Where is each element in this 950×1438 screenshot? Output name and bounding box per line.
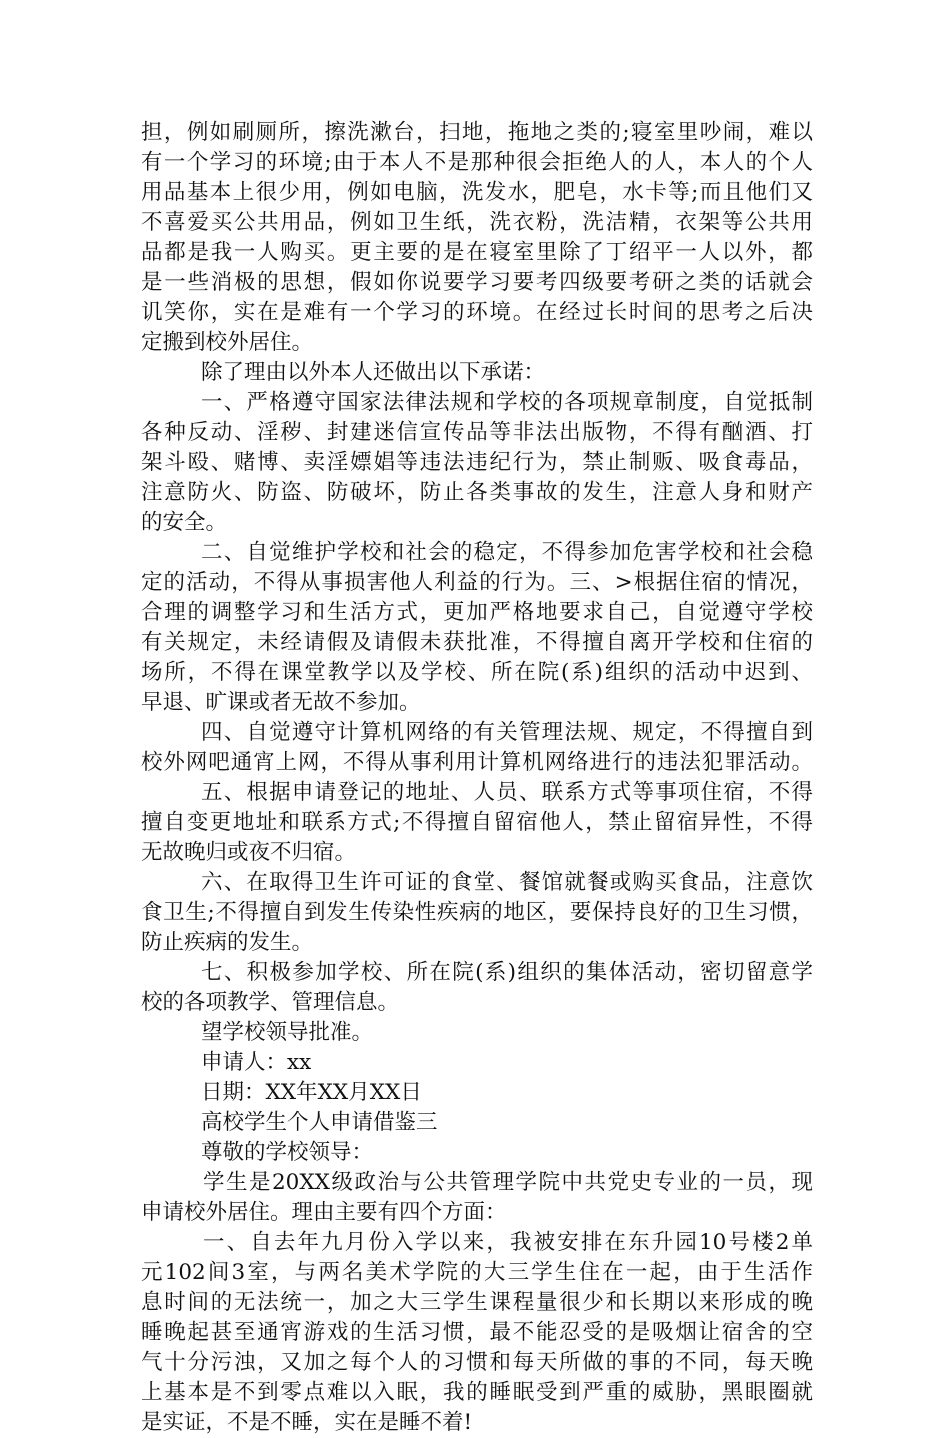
- text-line: 申请人：xx: [201, 1050, 312, 1075]
- text-line: 一、自去年九月份入学以来，我被安排在东升园10号楼2单: [203, 1230, 813, 1255]
- section-heading: 高校学生个人申请借鉴三: [201, 1110, 438, 1135]
- text-line: 有关规定，未经请假及请假未获批准，不得擅自离开学校和住宿的: [141, 630, 813, 655]
- text-line: 元102间3室，与两名美术学院的大三学生住在一起，由于生活作: [141, 1260, 813, 1285]
- text-line: 睡晚起甚至通宵游戏的生活习惯，最不能忍受的是吸烟让宿舍的空: [141, 1320, 813, 1345]
- text-line: 校的各项教学、管理信息。: [141, 990, 400, 1015]
- text-line: 有一个学习的环境;由于本人不是那种很会拒绝人的人，本人的个人: [141, 150, 813, 175]
- text-line: 担，例如刷厕所，擦洗漱台，扫地，拖地之类的;寝室里吵闹，难以: [141, 120, 813, 145]
- text-line: 防止疾病的发生。: [141, 930, 314, 955]
- text-line: 学生是20XX级政治与公共管理学院中共党史专业的一员，现: [203, 1170, 813, 1195]
- text-line: 气十分污浊，又加之每个人的习惯和每天所做的事的不同，每天晚: [141, 1350, 813, 1375]
- text-line: 日期：XX年XX月XX日: [201, 1080, 422, 1105]
- text-line: 是一些消极的思想，假如你说要学习要考四级要考研之类的话就会: [141, 270, 813, 295]
- text-line: 七、积极参加学校、所在院(系)组织的集体活动，密切留意学: [201, 960, 813, 985]
- text-line: 是实证，不是不睡，实在是睡不着!: [141, 1410, 473, 1435]
- salutation: 尊敬的学校领导：: [201, 1140, 374, 1165]
- text-line: 各种反动、淫秽、封建迷信宣传品等非法出版物，不得有酗酒、打: [141, 420, 813, 445]
- text-line: 定的活动，不得从事损害他人利益的行为。三、>根据住宿的情况，: [141, 570, 813, 595]
- text-line: 六、在取得卫生许可证的食堂、餐馆就餐或购买食品，注意饮: [201, 870, 813, 895]
- text-line: 四、自觉遵守计算机网络的有关管理法规、规定，不得擅自到: [201, 720, 813, 745]
- text-line: 二、自觉维护学校和社会的稳定，不得参加危害学校和社会稳: [201, 540, 813, 565]
- text-line: 无故晚归或夜不归宿。: [141, 840, 357, 865]
- text-line: 注意防火、防盗、防破坏，防止各类事故的发生，注意人身和财产: [141, 480, 813, 505]
- text-line: 架斗殴、赌博、卖淫嫖娼等违法违纪行为，禁止制贩、吸食毒品，: [141, 450, 813, 475]
- text-line: 擅自变更地址和联系方式;不得擅自留宿他人，禁止留宿异性，不得: [141, 810, 813, 835]
- text-line: 场所，不得在课堂教学以及学校、所在院(系)组织的活动中迟到、: [141, 660, 813, 685]
- text-line: 息时间的无法统一，加之大三学生课程量很少和长期以来形成的晚: [141, 1290, 813, 1315]
- text-line: 除了理由以外本人还做出以下承诺：: [201, 360, 546, 385]
- text-line: 讥笑你，实在是难有一个学习的环境。在经过长时间的思考之后决: [141, 300, 813, 325]
- text-line: 一、严格遵守国家法律法规和学校的各项规章制度，自觉抵制: [201, 390, 813, 415]
- text-line: 申请校外居住。理由主要有四个方面：: [141, 1200, 507, 1225]
- document-body: [141, 118, 813, 1438]
- text-line: 不喜爱买公共用品，例如卫生纸，洗衣粉，洗洁精，衣架等公共用: [141, 210, 813, 235]
- text-line: 望学校领导批准。: [201, 1020, 374, 1045]
- text-line: 校外网吧通宵上网，不得从事利用计算机网络进行的违法犯罪活动。: [141, 750, 813, 775]
- text-line: 品都是我一人购买。更主要的是在寝室里除了丁绍平一人以外，都: [141, 240, 813, 265]
- text-line: 用品基本上很少用，例如电脑，洗发水，肥皂，水卡等;而且他们又: [141, 180, 813, 205]
- text-line: 合理的调整学习和生活方式，更加严格地要求自己，自觉遵守学校: [141, 600, 813, 625]
- text-line: 五、根据申请登记的地址、人员、联系方式等事项住宿，不得: [201, 780, 813, 805]
- text-line: 食卫生;不得擅自到发生传染性疾病的地区，要保持良好的卫生习惯，: [141, 900, 813, 925]
- text-line: 定搬到校外居住。: [141, 330, 314, 355]
- text-line: 上基本是不到零点难以入眠，我的睡眠受到严重的威胁，黑眼圈就: [141, 1380, 813, 1405]
- text-line: 早退、旷课或者无故不参加。: [141, 690, 421, 715]
- text-line: 的安全。: [141, 510, 228, 535]
